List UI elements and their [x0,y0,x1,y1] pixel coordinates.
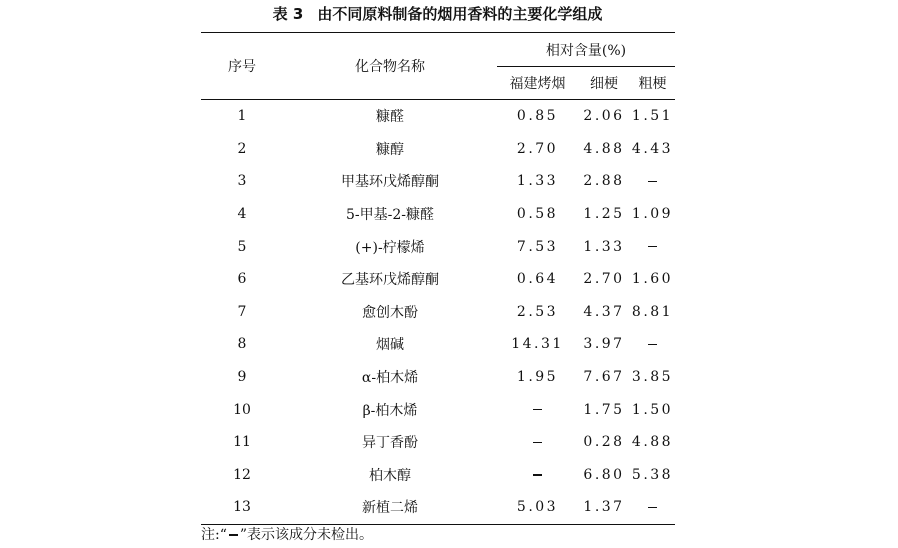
row-id: 4 [237,206,247,223]
table-row [201,230,675,263]
compound-name: 5-甲基-2-糠醛 [345,207,434,224]
table-row [201,263,675,296]
table-row [201,296,675,329]
value-coarse-stem: 5.38 [631,466,674,483]
row-id: 12 [233,466,251,483]
dash-mark [648,344,657,345]
dash-mark [648,181,657,182]
value-fujian: 0.85 [516,108,559,125]
header-id: 序号 [201,33,283,100]
table-caption: 由不同原料制备的烟用香料的主要化学组成 [317,5,603,23]
table-body [201,100,675,525]
dash-mark [648,507,657,508]
not-detected-dash [497,426,578,459]
compound-name: α-柏木烯 [361,370,419,387]
header-relative-content: 相对含量(%) [497,33,675,67]
value-fine-stem: 0.28 [583,434,625,451]
value-fujian: 2.70 [516,140,559,157]
row-id: 10 [233,401,251,418]
header-col-coarse-stem: 粗梗 [630,67,675,100]
value-fine-stem: 1.37 [578,491,630,524]
compound-name: 异丁香酚 [362,435,418,452]
dash-mark [648,246,657,247]
table-number: 表 3 [272,5,304,23]
row-id: 3 [237,173,247,190]
row-id: 13 [201,491,283,524]
compound-name: 糠醇 [376,141,404,158]
dash-mark [533,409,542,410]
value-coarse-stem: 4.88 [631,434,674,451]
value-fujian: 2.53 [516,303,559,320]
compound-name: 烟碱 [376,337,404,354]
compound-name: (+)-柠檬烯 [355,239,425,256]
value-fine-stem: 1.75 [583,401,625,418]
value-fine-stem: 1.25 [583,206,625,223]
dash-symbol [229,534,238,535]
compound-name: 甲基环戊烯醇酮 [341,174,439,191]
dash-mark [533,474,542,475]
value-fine-stem: 2.70 [583,271,625,288]
not-detected-dash [630,491,675,524]
row-id: 8 [237,336,247,353]
row-id: 1 [237,108,247,125]
compound-name: 糠醛 [376,109,404,126]
value-fujian: 1.95 [516,369,559,386]
value-coarse-stem: 1.51 [631,108,674,125]
compound-name: 新植二烯 [283,491,497,524]
value-fine-stem: 2.06 [583,108,625,125]
header-name: 化合物名称 [283,33,497,100]
not-detected-dash [630,230,675,263]
value-fine-stem: 4.37 [583,303,625,320]
table-row [201,426,675,459]
table-row [201,491,675,524]
row-id: 2 [237,140,247,157]
value-fujian: 14.31 [511,336,564,353]
table-title [200,4,675,24]
footnote-prefix: 注:“ [201,527,227,543]
value-fujian: 0.64 [516,271,559,288]
table-row [201,459,675,492]
table-header [201,33,675,100]
table-row [201,361,675,394]
compound-name: β-柏木烯 [362,402,418,419]
table-row [201,198,675,231]
value-fine-stem: 2.88 [583,173,625,190]
row-id: 11 [233,434,251,451]
header-col-fujian: 福建烤烟 [497,67,578,100]
value-coarse-stem: 1.60 [631,271,674,288]
value-fine-stem: 3.97 [583,336,625,353]
value-coarse-stem: 8.81 [631,303,674,320]
header-col-fine-stem: 细梗 [578,67,630,100]
table-row [201,165,675,198]
value-coarse-stem: 3.85 [631,369,674,386]
table-row [201,133,675,166]
value-fine-stem: 7.67 [583,369,625,386]
table-row [201,100,675,133]
dash-mark [533,442,542,443]
value-coarse-stem: 4.43 [631,140,674,157]
footnote-suffix: ”表示该成分未检出。 [239,527,374,543]
not-detected-dash [630,165,675,198]
value-fujian: 7.53 [516,238,559,255]
value-fujian: 1.33 [516,173,559,190]
table-footnote [201,526,373,544]
not-detected-dash [630,328,675,361]
value-fujian: 5.03 [497,491,578,524]
value-coarse-stem: 1.09 [631,206,674,223]
table-row [201,328,675,361]
not-detected-dash [497,393,578,426]
compound-name: 愈创木酚 [362,304,418,321]
value-fine-stem: 6.80 [583,466,625,483]
row-id: 7 [237,303,247,320]
value-coarse-stem: 1.50 [631,401,674,418]
row-id: 5 [237,238,247,255]
not-detected-dash [497,459,578,492]
row-id: 6 [237,271,247,288]
table-row [201,393,675,426]
compound-name: 乙基环戊烯醇酮 [341,272,439,289]
value-fine-stem: 4.88 [583,140,625,157]
compound-name: 柏木醇 [369,467,411,484]
value-fujian: 0.58 [516,206,559,223]
composition-table [201,32,675,525]
value-fine-stem: 1.33 [583,238,625,255]
row-id: 9 [237,369,247,386]
